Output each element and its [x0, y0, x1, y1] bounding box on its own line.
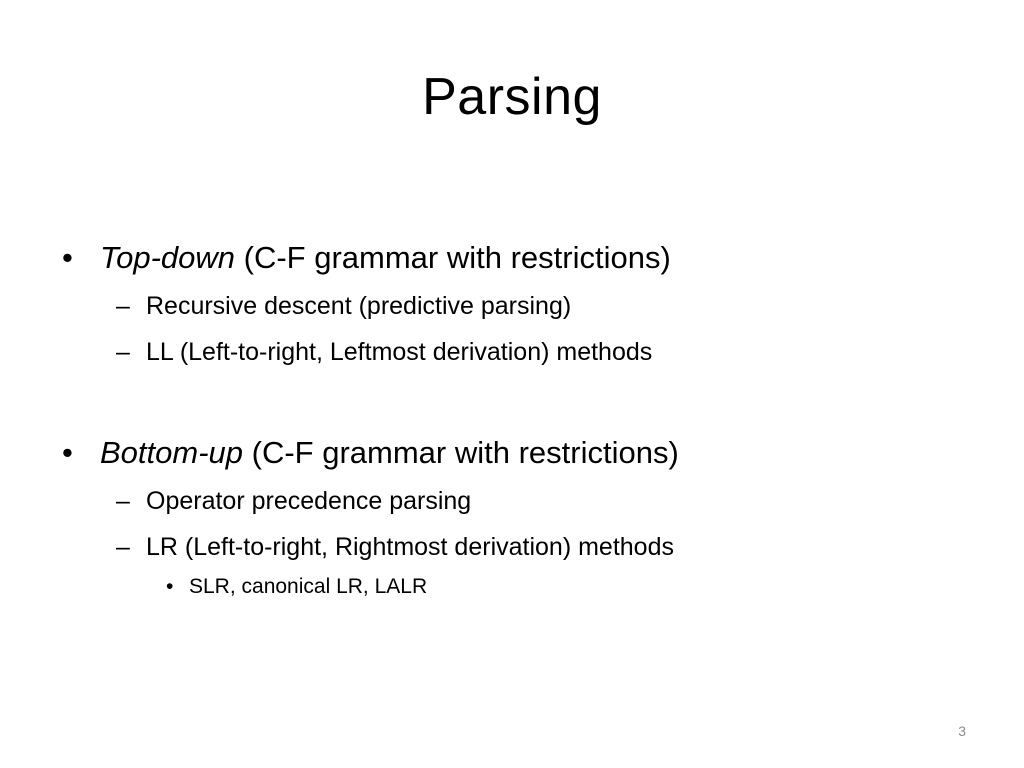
bullet-emphasis: Bottom-up	[100, 435, 244, 470]
bullet-marker: •	[166, 575, 174, 598]
bullet-marker: •	[62, 240, 73, 275]
sub-bullet-text: LL (Left-to-right, Leftmost derivation) methods	[146, 338, 653, 366]
bullet-marker: •	[62, 435, 73, 470]
bullet-text	[100, 238, 671, 278]
page-number: 3	[958, 723, 966, 739]
bullet-rest: (C-F grammar with restrictions)	[243, 435, 679, 470]
bullet-rest: (C-F grammar with restrictions)	[235, 240, 671, 275]
dash-marker: –	[116, 338, 130, 366]
bullet-emphasis: Top-down	[100, 240, 236, 275]
sub-bullet-text: LR (Left-to-right, Rightmost derivation) methods	[146, 533, 674, 561]
dash-marker: –	[116, 292, 130, 320]
sub-bullet-text: Recursive descent (predictive parsing)	[146, 292, 572, 320]
dash-marker: –	[116, 487, 130, 515]
bullet-text	[100, 433, 679, 473]
sub-sub-bullet-text: SLR, canonical LR, LALR	[189, 575, 428, 598]
dash-marker: –	[116, 533, 130, 561]
slide-title: Parsing	[422, 68, 602, 126]
sub-bullet-text: Operator precedence parsing	[146, 487, 472, 515]
